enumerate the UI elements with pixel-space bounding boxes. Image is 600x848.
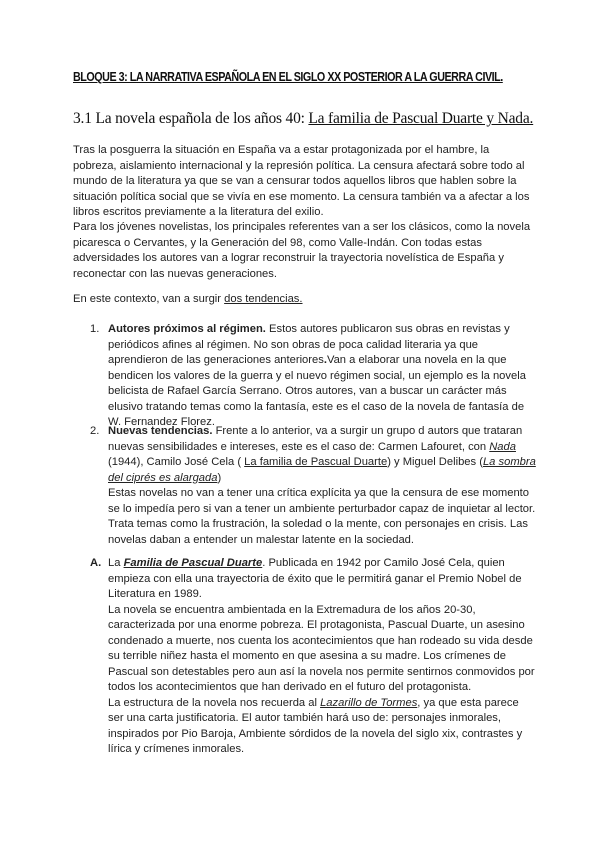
work-link-la-sombra[interactable]: La sombra del ciprés es alargada bbox=[108, 456, 536, 484]
work-link-lazarillo[interactable]: Lazarillo de Tormes bbox=[320, 696, 418, 709]
intro-paragraph-1: Tras la posguerra la situación en España va a estar protagonizada por el hambre, la pobreza, aislamiento internacional y la represión política. La censura afectará sobre todo al mundo de la literatura ya que se van a censurar todos aquellos libros que hablen sobre la situación política social que se vivía en ese momento. La censura también va a afectar a los libros escritos previamente a la literatura del exilio. bbox=[73, 144, 530, 218]
section-heading bbox=[73, 110, 543, 128]
list-item-text: (1944), Camilo José Cela ( bbox=[108, 456, 245, 468]
context-prefix: En este contexto, van a surgir bbox=[73, 293, 225, 305]
work-link-pascual-duarte[interactable]: La familia de Pascual Duarte bbox=[244, 456, 388, 468]
section-a-p3-suffix: , ya que esta parece ser una carta justificatoria. El autor también hará uso de: personajes inmorales, inspirados por Pio Baroja, Ambiente sórdidos de la novela del siglo xix, contrastes y lírica y crímenes inmorales. bbox=[108, 696, 523, 755]
list-item-extra: Estas novelas no van a tener una crítica explícita ya que la censura de ese momento se lo impedía pero si van a tener un ambiente perturbador capaz de inquietar al lector. Trata temas como la frustración, la soledad o la mente, con personajes en crisis. Las novelas daban a entender un malestar latente en la sociedad. bbox=[108, 487, 536, 546]
list-item-text: Frente a lo anterior, va a surgir un grupo d autors que trataran nuevas sensibilidades e intereses, este es el caso de: Carmen Lafouret, con bbox=[108, 425, 523, 453]
section-a-paragraph-2: La novela se encuentra ambientada en la Extremadura de los años 20-30, caracterizada por una enorme pobreza. El protagonista, Pascual Duarte, un asesino condenado a muerte, nos cuenta los acontecimientos que han rodeado su vida desde su terrible niñez hasta el momento en que asesina a su madre. Los crímenes de Pascual son detestables pero aun así la novela nos permite sentirnos conmovidos por todos los acontecimientos que han derivado en el futuro del protagonista. bbox=[108, 603, 535, 693]
list-item-heading: Nuevas tendencias. bbox=[108, 425, 213, 437]
list-item-text-continued: Van a elaborar una novela en la que bendicen los valores de la guerra y el nuevo régimen social, un ejemplo es la novela belicista de Rafael García Serrano. Otros autores, van a buscar un carácter más elusivo tratando temas como la fantasía, este es el caso de la novela de fantasía de W. Fernandez Florez. bbox=[108, 354, 526, 428]
list-item-body bbox=[108, 424, 536, 548]
list-marker: 2. bbox=[90, 425, 100, 437]
section-a-intro: . Publicada en 1942 por Camilo José Cela, quien empieza con ella una trayectoria de éxito que le permitirá ganar el Premio Nobel de Literatura en 1989. bbox=[108, 557, 522, 600]
section-a-p3-prefix: La estructura de la novela nos recuerda al bbox=[108, 696, 321, 709]
work-link-nada[interactable]: Nada bbox=[489, 440, 516, 453]
list-item-text: ) bbox=[217, 471, 222, 484]
section-a-marker: A. bbox=[90, 557, 102, 569]
context-tendencies: dos tendencias. bbox=[224, 293, 303, 305]
work-link-familia-pascual-duarte[interactable]: Familia de Pascual Duarte bbox=[123, 557, 263, 569]
section-a-body bbox=[108, 556, 536, 758]
page-title: BLOQUE 3: LA NARRATIVA ESPAÑOLA EN EL SIGLO XX POSTERIOR A LA GUERRA CIVIL. bbox=[73, 70, 503, 84]
section-a-paragraph-3 bbox=[108, 696, 536, 758]
context-paragraph bbox=[73, 292, 533, 308]
section-heading-prefix: 3.1 La novela española de los años 40: bbox=[73, 110, 309, 127]
list-item-dot: . bbox=[323, 354, 327, 366]
list-item-heading: Autores próximos al régimen. bbox=[108, 323, 266, 335]
list-item-body bbox=[108, 322, 536, 431]
section-a-prefix: La bbox=[108, 557, 124, 569]
intro-paragraph-2: Para los jóvenes novelistas, los principales referentes van a ser los clásicos, como la novela picaresca o Cervantes, y la Generación del 98, como Valle-Indán. Con todas estas adversidades los autores van a lograr reconstruir la trayectoria novelística de España y reconectar con las nuevas generaciones. bbox=[73, 221, 531, 280]
section-heading-works: La familia de Pascual Duarte y Nada. bbox=[308, 110, 534, 127]
list-item-text: Estos autores publicaron sus obras en revistas y periódicos afines al régimen. No son obras de poca calidad literaria ya que aprendieron de las generaciones anteriores bbox=[108, 323, 510, 366]
list-marker: 1. bbox=[90, 323, 100, 335]
list-item-text: ) y Miguel Delibes ( bbox=[387, 456, 483, 468]
